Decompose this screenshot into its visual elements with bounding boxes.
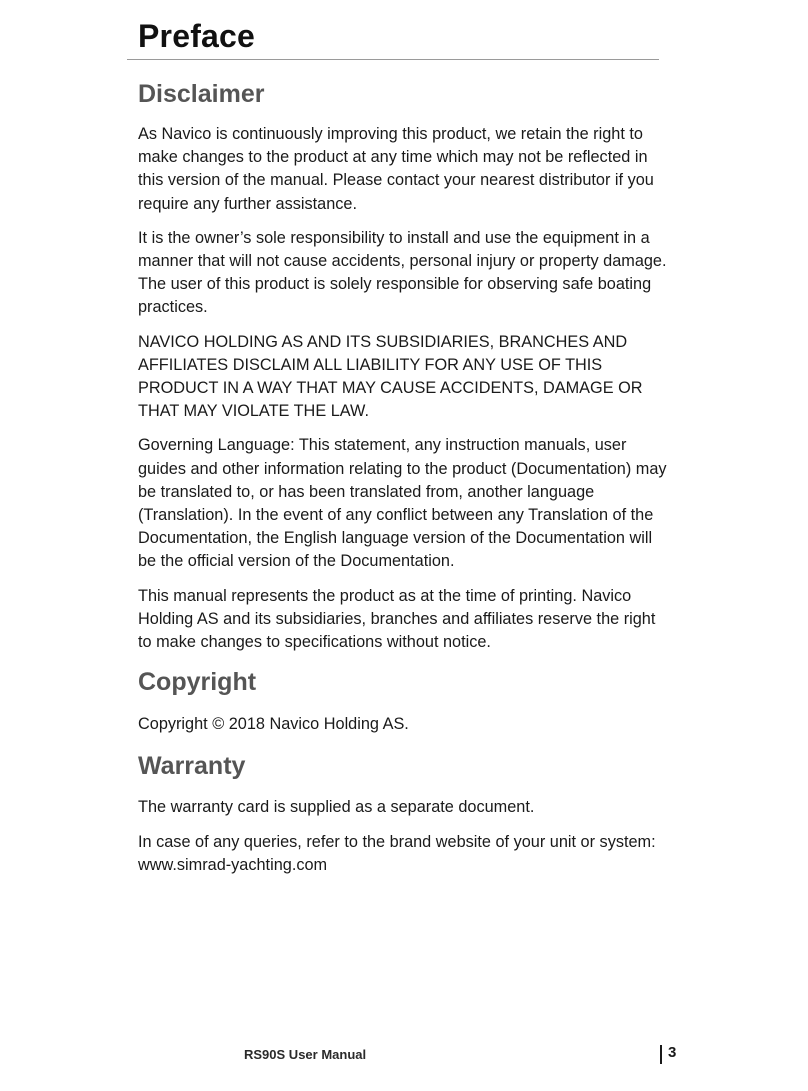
disclaimer-heading: Disclaimer: [138, 80, 265, 108]
copyright-heading: Copyright: [138, 668, 257, 697]
page-title: Preface: [138, 18, 256, 54]
title-divider: [127, 59, 659, 60]
page-number: 3: [668, 1044, 677, 1061]
copyright-text: Copyright © 2018 Navico Holding AS.: [138, 715, 409, 734]
footer-manual-title: RS90S User Manual: [244, 1047, 367, 1062]
warranty-heading: Warranty: [138, 752, 246, 781]
disclaimer-paragraph-4: Governing Language: This statement, any instruction manuals, user guides and other information relating to the product (Documentation) may be translated to, or has been translated from, another language (Translation). In the event of any conflict between any Translation of the Documentation, the English language version of the Documentation will be the official version of the Documentation.: [138, 436, 667, 571]
warranty-paragraph-1: The warranty card is supplied as a separate document.: [138, 798, 535, 817]
footer-separator: [660, 1045, 662, 1064]
disclaimer-paragraph-1: As Navico is continuously improving this product, we retain the right to make changes to the product at any time which may not be reflected in this version of the manual. Please contact your nearest distributor if you require any further assistance.: [138, 125, 654, 213]
disclaimer-paragraph-2: It is the owner’s sole responsibility to install and use the equipment in a manner that will not cause accidents, personal injury or property damage. The user of this product is solely responsible for observing safe boating practices.: [138, 228, 667, 317]
warranty-paragraph-2: In case of any queries, refer to the brand website of your unit or system: www.simrad-yachting.com: [138, 832, 656, 874]
disclaimer-paragraph-3: NAVICO HOLDING AS AND ITS SUBSIDIARIES, BRANCHES AND AFFILIATES DISCLAIM ALL LIABILITY FOR ANY USE OF THIS PRODUCT IN A WAY THAT MAY CAUSE ACCIDENTS, DAMAGE OR THAT MAY VIOLATE THE LAW.: [138, 332, 643, 421]
disclaimer-paragraph-5: This manual represents the product as at the time of printing. Navico Holding AS and its subsidiaries, branches and affiliates reserve the right to make changes to specifications without notice.: [138, 586, 656, 652]
page-content: [138, 78, 668, 877]
